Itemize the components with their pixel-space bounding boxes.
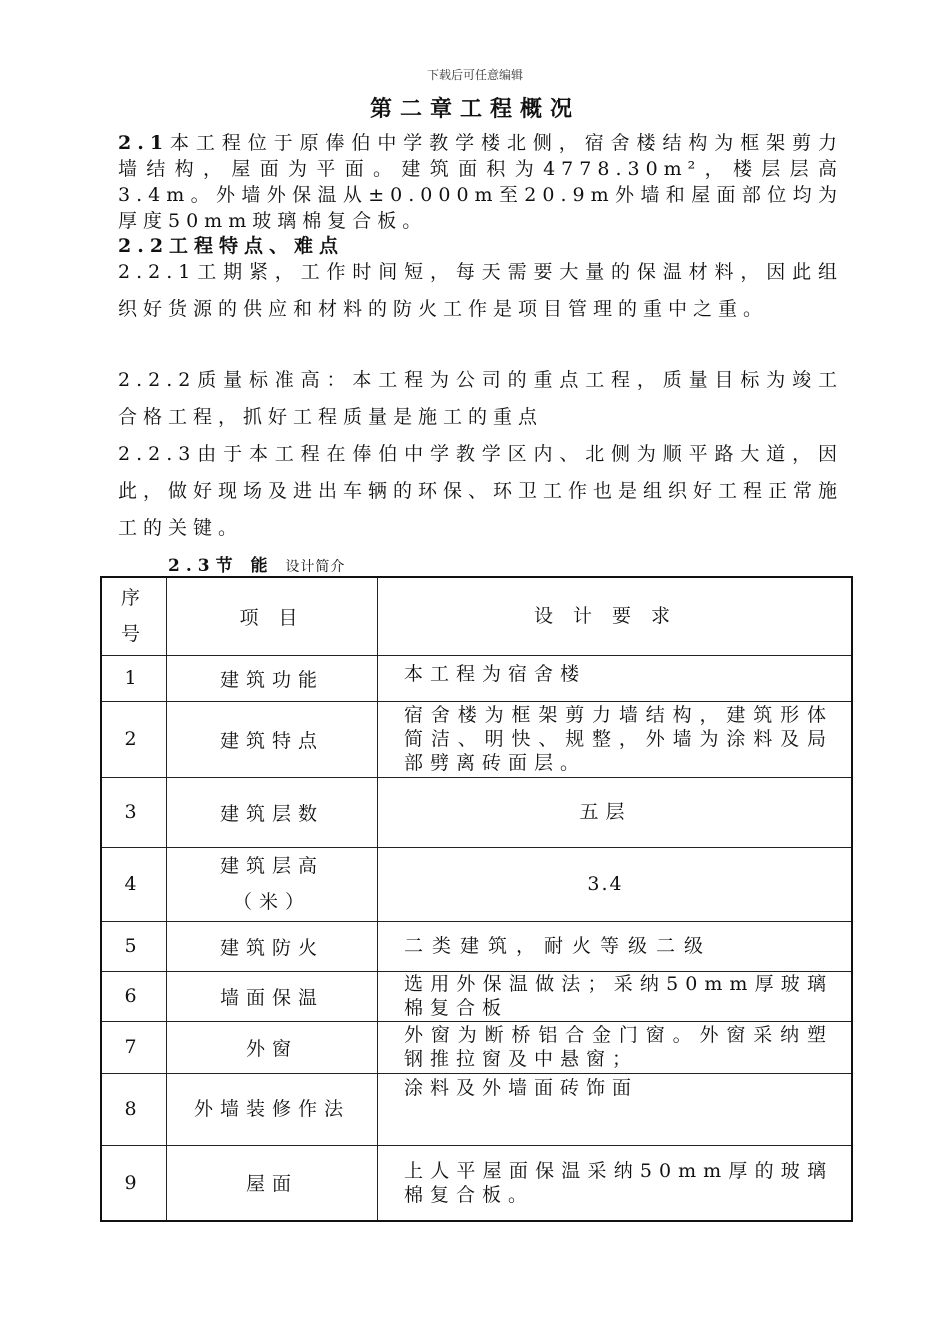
row-req: 选用外保温做法；采纳50mm厚玻璃棉复合板 bbox=[378, 971, 853, 1021]
row-item: 建筑防火 bbox=[167, 921, 378, 971]
header-num: 序号 bbox=[101, 577, 167, 655]
row-item: 外墙装修作法 bbox=[167, 1073, 378, 1145]
row-item: 建筑特点 bbox=[167, 701, 378, 777]
row-num: 2 bbox=[101, 701, 167, 777]
row-item: 屋面 bbox=[167, 1145, 378, 1221]
row-num: 3 bbox=[101, 777, 167, 847]
table-row bbox=[101, 971, 852, 1021]
table-row bbox=[101, 921, 852, 971]
section-2-3-title: 2.3节 能 bbox=[168, 556, 274, 576]
row-num: 5 bbox=[101, 921, 167, 971]
row-req: 3.4 bbox=[378, 847, 853, 921]
table-row bbox=[101, 847, 852, 921]
table-header-row bbox=[101, 577, 852, 655]
row-num: 9 bbox=[101, 1145, 167, 1221]
row-num: 1 bbox=[101, 655, 167, 701]
row-item: 外窗 bbox=[167, 1021, 378, 1073]
row-req: 宿舍楼为框架剪力墙结构，建筑形体简洁、明快、规整，外墙为涂料及局部劈离砖面层。 bbox=[378, 701, 853, 777]
header-req: 设 计 要 求 bbox=[378, 577, 853, 655]
section-2-3-subtitle: 设计简介 bbox=[285, 559, 346, 575]
row-item: 建筑层数 bbox=[167, 777, 378, 847]
section-2-1-text: 本工程位于原俸伯中学教学楼北侧，宿舍楼结构为框架剪力墙结构，屋面为平面。建筑面积为4778.30m²，楼层层高3.4m。外墙外保温从±0.000m至20.9m外墙和屋面部位均为厚度50mm玻璃棉复合板。 bbox=[118, 132, 843, 232]
energy-design-table bbox=[100, 576, 853, 1222]
page-header-note: 下载后可任意编辑 bbox=[426, 68, 523, 82]
section-2-2-heading: 2.2工程特点、难点 bbox=[118, 235, 345, 257]
row-req: 上人平屋面保温采纳50mm厚的玻璃棉复合板。 bbox=[378, 1145, 853, 1221]
table-row bbox=[101, 777, 852, 847]
row-req: 本工程为宿舍楼 bbox=[378, 655, 853, 701]
section-2-2-2-paragraph: 2.2.2质量标准高：本工程为公司的重点工程，质量目标为竣工合格工程，抓好工程质量是施工的重点 bbox=[118, 369, 843, 428]
row-req: 二类建筑，耐火等级二级 bbox=[378, 921, 853, 971]
section-2-2-3-paragraph: 2.2.3由于本工程在俸伯中学教学区内、北侧为顺平路大道，因此，做好现场及进出车辆的环保、环卫工作也是组织好工程正常施工的关键。 bbox=[118, 443, 844, 539]
row-num: 8 bbox=[101, 1073, 167, 1145]
row-item: 建筑功能 bbox=[167, 655, 378, 701]
chapter-title: 第二章工程概况 bbox=[369, 96, 580, 122]
section-2-1-paragraph bbox=[118, 130, 843, 234]
table-row bbox=[101, 701, 852, 777]
table-row bbox=[101, 1145, 852, 1221]
row-req: 五层 bbox=[378, 777, 853, 847]
row-item: 墙面保温 bbox=[167, 971, 378, 1021]
table-row bbox=[101, 655, 852, 701]
row-num: 6 bbox=[101, 971, 167, 1021]
row-item: 建筑层高（米） bbox=[167, 847, 378, 921]
row-num: 4 bbox=[101, 847, 167, 921]
table-row bbox=[101, 1021, 852, 1073]
row-req: 外窗为断桥铝合金门窗。外窗采纳塑钢推拉窗及中悬窗； bbox=[378, 1021, 853, 1073]
section-2-3-heading bbox=[168, 551, 345, 576]
section-2-1-number: 2.1 bbox=[118, 132, 170, 154]
header-item: 项 目 bbox=[167, 577, 378, 655]
row-req: 涂料及外墙面砖饰面 bbox=[378, 1073, 853, 1145]
table-row bbox=[101, 1073, 852, 1145]
row-num: 7 bbox=[101, 1021, 167, 1073]
section-2-2-1-paragraph: 2.2.1工期紧，工作时间短，每天需要大量的保温材料，因此组织好货源的供应和材料的防火工作是项目管理的重中之重。 bbox=[118, 261, 843, 320]
